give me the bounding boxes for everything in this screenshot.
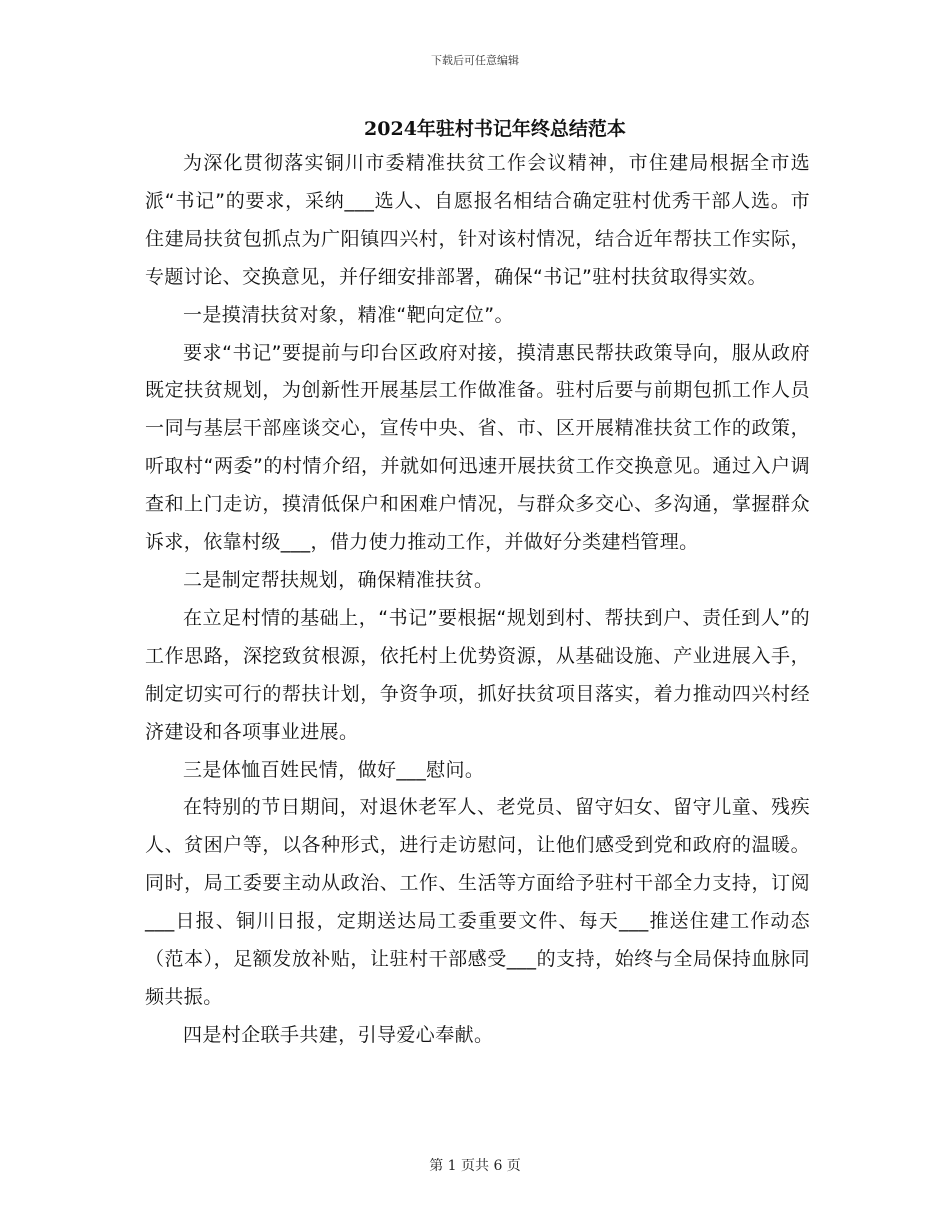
- paragraph-intro: 为深化贯彻落实铜川市委精准扶贫工作会议精神，市住建局根据全市选派“书记”的要求，采纳___选人、自愿报名相结合确定驻村优秀干部人选。市住建局扶贫包抓点为广阳镇四兴村，针对该村情况，结合近年帮扶工作实际，专题讨论、交换意见，并仔细安排部署，确保“书记”驻村扶贫取得实效。: [145, 152, 810, 288]
- page-header: 下载后可任意编辑: [431, 54, 519, 67]
- section-heading-1: 一是摸清扶贫对象，精准“靶向定位”。: [183, 303, 514, 326]
- document-body: [145, 145, 810, 1055]
- page-footer: 第 1 页共 6 页: [429, 1158, 521, 1174]
- section-heading-2: 二是制定帮扶规划，确保精准扶贫。: [183, 568, 494, 591]
- paragraph-section-3: 在特别的节日期间，对退休老军人、老党员、留守妇女、留守儿童、残疾人、贫困户等，以各种形式，进行走访慰问，让他们感受到党和政府的温暖。同时，局工委要主动从政治、工作、生活等方面给予驻村干部全力支持，订阅___日报、铜川日报，定期送达局工委重要文件、每天___推送住建工作动态（范本），足额发放补贴，让驻村干部感受___的支持，始终与全局保持血脉同频共振。: [145, 796, 810, 1008]
- section-heading-4: 四是村企联手共建，引导爱心奉献。: [183, 1023, 494, 1046]
- paragraph-section-1: 要求“书记”要提前与印台区政府对接，摸清惠民帮扶政策导向，服从政府既定扶贫规划，为创新性开展基层工作做准备。驻村后要与前期包抓工作人员一同与基层干部座谈交心，宣传中央、省、市、区开展精准扶贫工作的政策，听取村“两委”的村情介绍，并就如何迅速开展扶贫工作交换意见。通过入户调查和上门走访，摸清低保户和困难户情况，与群众多交心、多沟通，掌握群众诉求，依靠村级___，借力使力推动工作，并做好分类建档管理。: [145, 341, 810, 554]
- paragraph-section-2: 在立足村情的基础上，“书记”要根据“规划到村、帮扶到户、责任到人”的工作思路，深挖致贫根源，依托村上优势资源，从基础设施、产业进展入手，制定切实可行的帮扶计划，争资争项，抓好扶贫项目落实，着力推动四兴村经济建设和各项事业进展。: [145, 606, 810, 743]
- document-title: 2024年驻村书记年终总结范本: [364, 118, 626, 140]
- section-heading-3: 三是体恤百姓民情，做好___慰问。: [183, 758, 485, 781]
